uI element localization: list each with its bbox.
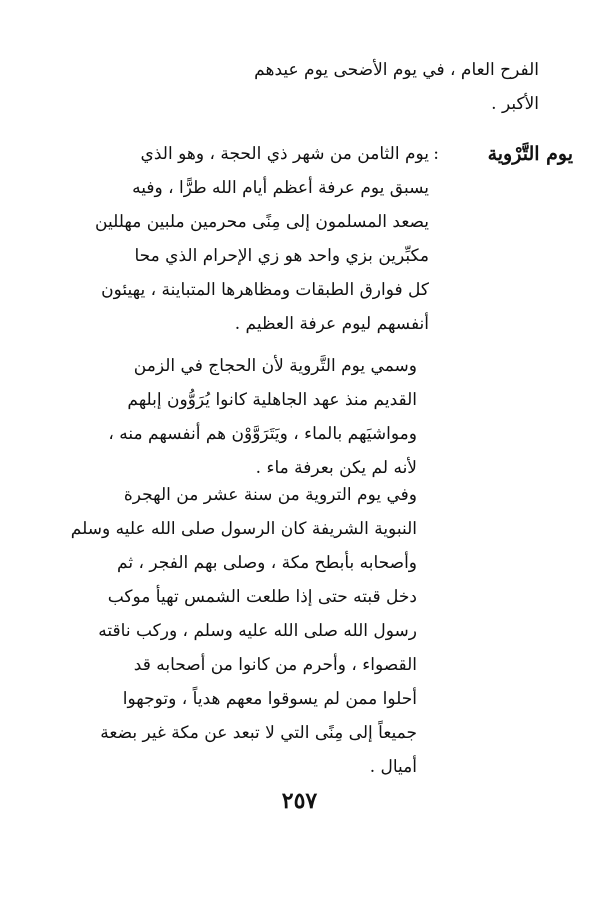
text-line: القديم منذ عهد الجاهلية كانوا يُرَوُّون إبلهم bbox=[127, 390, 417, 410]
text-line: وفي يوم التروية من سنة عشر من الهجرة bbox=[123, 485, 417, 505]
text-line: لأنه لم يكن بعرفة ماء . bbox=[255, 458, 417, 478]
text-line: يسبق يوم عرفة أعظم أيام الله طرًّا ، وفيه bbox=[132, 178, 429, 198]
text-line: جميعاً إلى مِنًى التي لا تبعد عن مكة غير بضعة bbox=[100, 723, 417, 743]
text-line: وأصحابه بأبطح مكة ، وصلى بهم الفجر ، ثم bbox=[117, 553, 417, 573]
text-line: الفرح العام ، في يوم الأضحى يوم عيدهم bbox=[254, 60, 539, 80]
text-line: رسول الله صلى الله عليه وسلم ، وركب ناقته bbox=[98, 621, 417, 641]
text-line: مكبِّرين بزي واحد هو زي الإحرام الذي محا bbox=[134, 246, 429, 266]
text-line: النبوية الشريفة كان الرسول صلى الله عليه وسلم bbox=[70, 519, 417, 539]
paragraph-naming bbox=[77, 349, 417, 485]
page-number: ٢٥٧ bbox=[281, 788, 318, 814]
paragraph-history bbox=[70, 478, 417, 784]
text-line: دخل قبته حتى إذا طلعت الشمس تهيأ موكب bbox=[107, 587, 417, 607]
continuation-text bbox=[69, 53, 539, 121]
text-line: أميال . bbox=[369, 757, 417, 777]
text-line: يوم الثامن من شهر ذي الحجة ، وهو الذي bbox=[140, 144, 429, 164]
text-line: أحلوا ممن لم يسوقوا معهم هدياً ، وتوجهوا bbox=[122, 689, 417, 709]
text-line: يصعد المسلمون إلى مِنًى محرمين ملبين مهللين bbox=[95, 212, 429, 232]
entry-term: يوم التَّرْوية bbox=[487, 143, 573, 165]
text-line: وسمي يوم التَّروية لأن الحجاج في الزمن bbox=[133, 356, 417, 376]
text-line: ومواشيَهم بالماء ، ويَتَرَوَّوْن هم أنفسهم منه ، bbox=[108, 424, 417, 444]
text-line: القصواء ، وأحرم من كانوا من أصحابه قد bbox=[133, 655, 417, 675]
entry-definition bbox=[89, 137, 429, 341]
entry-colon: : bbox=[433, 144, 439, 164]
text-line: الأكبر . bbox=[491, 94, 539, 114]
text-line: كل فوارق الطبقات ومظاهرها المتباينة ، يهيئون bbox=[101, 280, 429, 300]
text-line: أنفسهم ليوم عرفة العظيم . bbox=[234, 314, 429, 334]
